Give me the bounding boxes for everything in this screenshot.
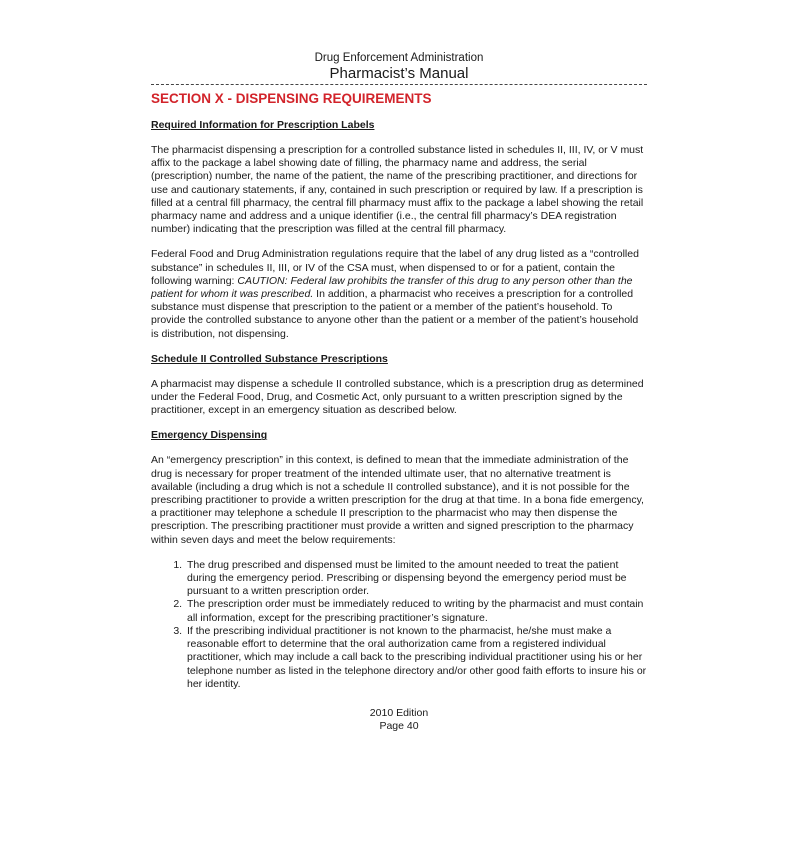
heading-schedule-ii: Schedule II Controlled Substance Prescriptions: [151, 352, 388, 365]
footer-page-number: Page 40: [379, 720, 419, 732]
paragraph-schedule-ii: A pharmacist may dispense a schedule II controlled substance, which is a prescription drug as determined under the Federal Food, Drug, and Cosmetic Act, only pursuant to a written prescription signed by the practitioner, except in an emergency situation as described below.: [151, 377, 644, 417]
paragraph-label-requirements: The pharmacist dispensing a prescription for a controlled substance listed in schedules II, III, IV, or V must affix to the package a label showing date of filling, the pharmacy name and address, the serial (prescription) number, the name of the patient, the name of the prescribing practitioner, and directions for use and cautionary statements, if any, contained in such prescription or required by law. If a prescription is filled at a central fill pharmacy, the central fill pharmacy must affix to the package a label showing the retail pharmacy name and address and a unique identifier (i.e., the central fill pharmacy’s DEA registration number) indicating that the prescription was filled at the central fill pharmacy.: [151, 144, 644, 236]
caution-statement: CAUTION: Federal law prohibits the transfer of this drug to any person other than the patient for whom it was prescribed.: [151, 274, 633, 301]
requirement-item: 3. If the prescribing individual practitioner is not known to the pharmacist, he/she must make a reasonable effort to determine that the oral authorization came from a registered individual practitioner, which may include a call back to the prescribing individual practitioner using his or her telephone number as listed in the telephone directory and/or other good faith efforts to insure his or her identity.: [185, 625, 647, 691]
requirements-list: [151, 559, 647, 691]
heading-prescription-labels: Required Information for Prescription Labels: [151, 119, 375, 131]
paragraph-fda-warning: [151, 248, 647, 340]
section-title: SECTION X - DISPENSING REQUIREMENTS: [151, 91, 432, 106]
requirement-item: 1. The drug prescribed and dispensed must be limited to the amount needed to treat the patient during the emergency period. Prescribing or dispensing beyond the emergency period must be pursuant to a written prescription order.: [185, 559, 647, 599]
fda-warning-rest: In addition, a pharmacist who receives a prescription for a controlled substance must dispense that prescription to the patient or a member of the patient’s household. To provide the controlled substance to anyone other than the patient or a member of the patient’s household is distribution, not dispensing.: [151, 288, 639, 340]
page-footer: [151, 707, 647, 733]
footer-edition: 2010 Edition: [369, 707, 429, 719]
header-divider: [151, 84, 647, 85]
requirement-item: 2. The prescription order must be immediately reduced to writing by the pharmacist and must contain all information, except for the prescribing practitioner’s signature.: [185, 598, 647, 624]
heading-emergency-dispensing: Emergency Dispensing: [151, 429, 268, 442]
header-manual-title: Pharmacist’s Manual: [329, 65, 469, 82]
fda-warning-intro: Federal Food and Drug Administration regulations require that the label of any drug listed as a “controlled substance” in schedules II, III, or IV of the CSA must, when dispensed to or for a patient, contain the following warning:: [151, 248, 639, 287]
document-page: [151, 52, 647, 691]
header-agency: Drug Enforcement Administration: [314, 52, 484, 64]
paragraph-emergency-definition: An “emergency prescription” in this context, is defined to mean that the immediate administration of the drug is necessary for proper treatment of the intended ultimate user, that no alternative treatment is available (including a drug which is not a schedule II controlled substance), and it is not possible for the prescribing practitioner to provide a written prescription for the drug at that time. In a bona fide emergency, a practitioner may telephone a schedule II prescription to the pharmacist who may then dispense the prescription. The prescribing practitioner must provide a written and signed prescription to the pharmacy within seven days and meet the below requirements:: [151, 454, 644, 546]
